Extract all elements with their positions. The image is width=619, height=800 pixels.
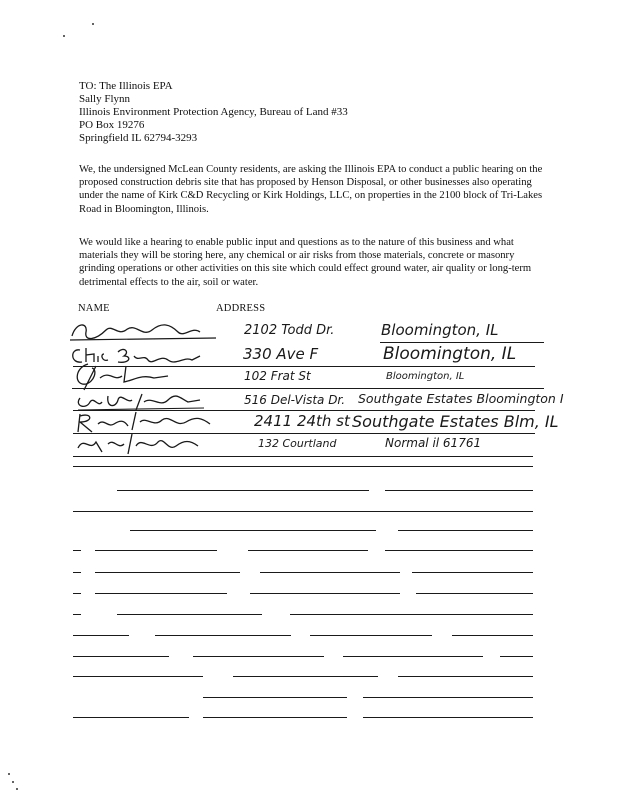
signature-line	[73, 593, 81, 594]
recipient-line: PO Box 19276	[79, 119, 145, 131]
scan-speck	[12, 781, 14, 783]
signature-line	[95, 572, 240, 573]
scan-speck	[63, 35, 65, 37]
signature-line	[73, 456, 533, 457]
signer-city: Bloomington, IL	[383, 344, 517, 364]
signature-line	[363, 697, 533, 698]
signature-line	[73, 676, 203, 677]
scan-speck	[92, 23, 94, 25]
signature-line	[73, 511, 533, 512]
signature-line	[290, 614, 533, 615]
signature-line	[73, 656, 169, 657]
signer-city: Bloomington, IL	[386, 371, 465, 382]
signature-line	[155, 635, 291, 636]
name-column-header: NAME	[78, 303, 110, 314]
signer-city: Normal il 61761	[385, 436, 482, 450]
signature-line	[385, 490, 533, 491]
signature-line	[385, 550, 533, 551]
signature-line	[73, 572, 81, 573]
signer-street: 102 Frat St	[244, 369, 311, 383]
signature-line	[248, 550, 368, 551]
signature-line	[452, 635, 533, 636]
scan-speck	[8, 773, 10, 775]
petition-paragraph: We, the undersigned McLean County residents, are asking the Illinois EPA to conduct a public hearing on the proposed construction debris site that has proposed by Henson Disposal, or other businesses also operating under the name of Kirk C&D Recycling or Kirk Holdings, LLC, on properties in the 2100 block of Tri-Lakes Road in Bloomington, Illinois.	[79, 164, 543, 215]
signature-line	[363, 717, 533, 718]
recipient-line: Sally Flynn	[79, 93, 131, 105]
recipient-line: TO: The Illinois EPA	[79, 80, 173, 92]
signature-line	[73, 550, 81, 551]
recipient-line: Springfield IL 62794-3293	[79, 132, 198, 144]
signature-line	[233, 676, 378, 677]
signature-line	[73, 717, 189, 718]
signature-line	[343, 656, 483, 657]
signer-street: 2411 24th st	[254, 412, 350, 430]
signature-line	[95, 593, 227, 594]
signer-street: 516 Del-Vista Dr.	[244, 393, 346, 407]
signer-city: Southgate Estates Blm, IL	[352, 412, 559, 431]
signature-line	[117, 490, 369, 491]
signature-line	[398, 676, 533, 677]
signature-line	[95, 550, 217, 551]
signature-line	[250, 593, 400, 594]
signature-line	[73, 466, 533, 467]
signature-line	[412, 572, 533, 573]
signature-line	[193, 656, 324, 657]
signature-line	[203, 697, 347, 698]
petition-paragraph: We would like a hearing to enable public input and questions as to the nature of this business and what materials they will be storing here, any chemical or air risks from those materials, concrete or masonry grinding operations or other activities on this site which could effect ground water, air quality or long-term detrimental effects to the air, soil or water.	[79, 237, 532, 288]
signature-line	[260, 572, 400, 573]
signer-street: 132 Courtland	[258, 437, 337, 450]
signer-city: Southgate Estates Bloomington I	[358, 391, 564, 406]
scan-speck	[16, 788, 18, 790]
signature-line	[73, 635, 129, 636]
address-column-header: ADDRESS	[216, 303, 266, 314]
signature-line	[500, 656, 533, 657]
recipient-block	[79, 80, 348, 145]
signer-street: 330 Ave F	[243, 345, 319, 363]
signature-line	[130, 530, 376, 531]
signature-line	[203, 717, 347, 718]
recipient-line: Illinois Environment Protection Agency, Bureau of Land #33	[79, 106, 348, 118]
signer-city: Bloomington, IL	[381, 321, 499, 339]
signature-line	[73, 614, 81, 615]
signature-line	[398, 530, 533, 531]
signature-line	[310, 635, 432, 636]
signature-line	[416, 593, 533, 594]
signer-street: 2102 Todd Dr.	[244, 323, 335, 338]
signature	[66, 318, 226, 344]
signature-line	[117, 614, 262, 615]
